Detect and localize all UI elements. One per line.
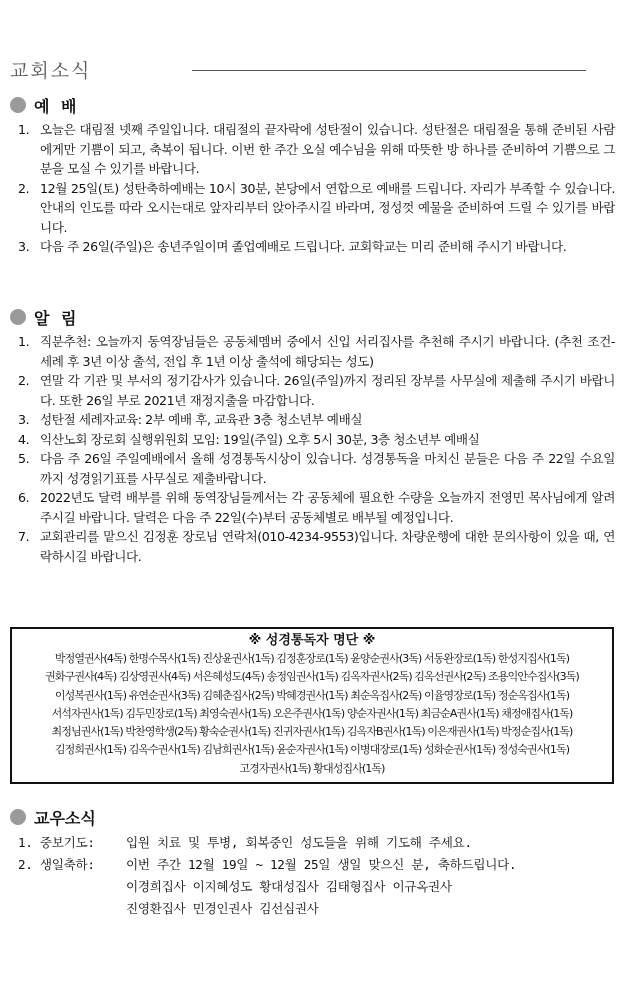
roll-line: 김정희권사(1독) 김옥수권사(1독) 김남희권사(1독) 윤순자권사(1독) 이병대장로(1독) 성화순권사(1독) 정성숙권사(1독)	[54, 743, 570, 757]
item-text: 이번 주간 12월 19일 ~ 12월 25일 생일 맞으신 분, 축하드립니다.	[126, 857, 517, 872]
item-number: 2.	[18, 373, 30, 388]
item-number: 2.	[18, 180, 30, 196]
worship-heading	[10, 94, 615, 116]
roll-line: 박정열권사(4독) 한명수목사(1독) 진상윤권사(1독) 김정훈장로(1독) 윤양순권사(3독) 서동완장로(1독) 한성지집사(1독)	[54, 652, 570, 665]
page-title: 교회소식	[10, 60, 92, 82]
item-label-text: 생일축하:	[39, 857, 95, 872]
list-item	[10, 527, 615, 566]
item-number: 6.	[18, 490, 30, 505]
item-text: 직분추천: 오늘까지 동역장님들은 공동체멤버 중에서 신입 서리집사를 추천해 주시기 바랍니다. (추천 조건- 세례 후 3년 이상 출석, 전입 후 1년 이상 출석에 해당되는 성도)	[40, 334, 615, 369]
header-rule	[192, 70, 586, 71]
item-number: 4.	[18, 431, 30, 447]
notices-heading	[10, 306, 615, 328]
notices-section	[10, 306, 615, 566]
notices-title: 알 림	[34, 308, 80, 328]
roll-title: ※ 성경통독자 명단 ※	[248, 633, 376, 648]
item-text: 다음 주 26일(주일)은 송년주일이며 졸업예배로 드립니다. 교회학교는 미리 준비해 주시기 바랍니다.	[40, 239, 567, 254]
list-item	[10, 371, 615, 410]
roll-line: 서석자권사(1독) 김두민장로(1독) 최영숙권사(1독) 오은주권사(1독) 양순자권사(1독) 최금순A권사(1독) 채정애집사(1독)	[51, 706, 573, 720]
fellowship-title: 교우소식	[34, 808, 96, 828]
list-item	[10, 179, 615, 238]
list-item	[10, 488, 615, 527]
worship-list	[10, 120, 615, 257]
page-header	[10, 56, 590, 86]
list-item	[10, 854, 615, 876]
worship-section	[10, 94, 615, 257]
notices-list	[10, 332, 615, 566]
item-text: 성탄절 세례자교육: 2부 예배 후, 교육관 3층 청소년부 예배실	[40, 412, 363, 427]
item-text: 연말 각 기관 및 부서의 정기감사가 있습니다. 26일(주일)까지 정리된 장부를 사무실에 제출해 주시기 바랍니다. 또한 26일 부로 2021년 재정지출을 마감합니다.	[40, 373, 615, 408]
item-label-text: 중보기도:	[39, 835, 95, 850]
circle-bullet-icon	[10, 97, 26, 113]
fellowship-section	[10, 806, 615, 920]
bible-reading-roll-box	[10, 627, 614, 784]
fellowship-heading	[10, 806, 615, 828]
circle-bullet-icon	[10, 309, 26, 325]
worship-title: 예 배	[34, 96, 80, 116]
list-item	[10, 410, 615, 430]
item-number: 1.	[18, 122, 30, 137]
item-number: 3.	[18, 239, 30, 254]
fellowship-list	[10, 832, 615, 920]
item-text: 입원 치료 및 투병, 회복중인 성도들을 위해 기도해 주세요.	[126, 835, 472, 850]
item-text: 익산노회 장로회 실행위원회 모임: 19일(주일) 오후 5시 30분, 3층 청소년부 예배실	[40, 431, 480, 447]
item-number: 1.	[18, 334, 30, 349]
list-item	[10, 449, 615, 488]
birthday-names-line: 진영환집사 민경인권사 김선심권사	[126, 901, 319, 916]
item-text: 12월 25일(토) 성탄축하예배는 10시 30분, 본당에서 연합으로 예배를 드립니다. 자리가 부족할 수 있습니다. 안내의 인도를 따라 오시는대로 앞자리부터 앉아주시길 바라며, 정성껏 예물을 준비하여 드릴 수 있기를 바랍니다.	[40, 180, 615, 235]
list-item	[10, 832, 615, 854]
item-label	[10, 832, 126, 854]
item-number: 2.	[18, 857, 33, 872]
item-text: 오늘은 대림절 넷째 주일입니다. 대림절의 끝자락에 성탄절이 있습니다. 성탄절은 대림절을 통해 준비된 사람에게만 기쁨이 되고, 축복이 됩니다. 이번 한 주간 오실 예수님을 위해 따뜻한 방 하나를 준비하여 기쁨으로 그분을 모실 수 있기를 바랍니다.	[40, 122, 615, 176]
item-number: 5.	[18, 451, 30, 466]
circle-bullet-icon	[10, 809, 26, 825]
list-item	[10, 332, 615, 371]
list-item	[10, 430, 615, 450]
item-number: 7.	[18, 529, 30, 544]
item-number: 1.	[18, 835, 33, 850]
item-label	[10, 854, 126, 876]
roll-line: 이성복권사(1독) 유연순권사(3독) 김혜춘집사(2독) 박혜경권사(1독) 최순옥집사(2독) 이율영장로(1독) 정순옥집사(1독)	[54, 688, 570, 702]
roll-line: 최정님권사(1독) 박찬영학생(2독) 황숙순권사(1독) 진귀자권사(1독) 김옥자B권사(1독) 이은재권사(1독) 박정순집사(1독)	[51, 725, 573, 739]
birthday-names-line: 이경희집사 이지혜성도 황대성집사 김태형집사 이규옥권사	[126, 879, 452, 894]
roll-line: 권화구권사(4독) 김상영권사(4독) 서은혜성도(4독) 송정임권사(1독) 김옥자권사(2독) 김옥선권사(2독) 조용익안수집사(3독)	[45, 670, 579, 684]
list-item	[10, 120, 615, 179]
item-text: 2022년도 달력 배부를 위해 동역장님들께서는 각 공동체에 필요한 수량을 오늘까지 전영민 목사님에게 알려주시길 바랍니다. 달력은 다음 주 22일(수)부터 공동체별로 배부될 예정입니다.	[40, 490, 615, 525]
item-text: 교회관리를 맡으신 김정훈 장로님 연락처(010-4234-9553)입니다. 차량운행에 대한 문의사항이 있을 때, 연락하시길 바랍니다.	[40, 529, 615, 564]
list-item	[10, 237, 615, 257]
item-text: 다음 주 26일 주일예배에서 올해 성경통독시상이 있습니다. 성경통독을 마치신 분들은 다음 주 22일 수요일까지 성경읽기표를 사무실로 제출바랍니다.	[40, 451, 615, 486]
roll-line: 고경자권사(1독) 황대성집사(1독)	[239, 761, 385, 775]
item-number: 3.	[18, 412, 30, 427]
